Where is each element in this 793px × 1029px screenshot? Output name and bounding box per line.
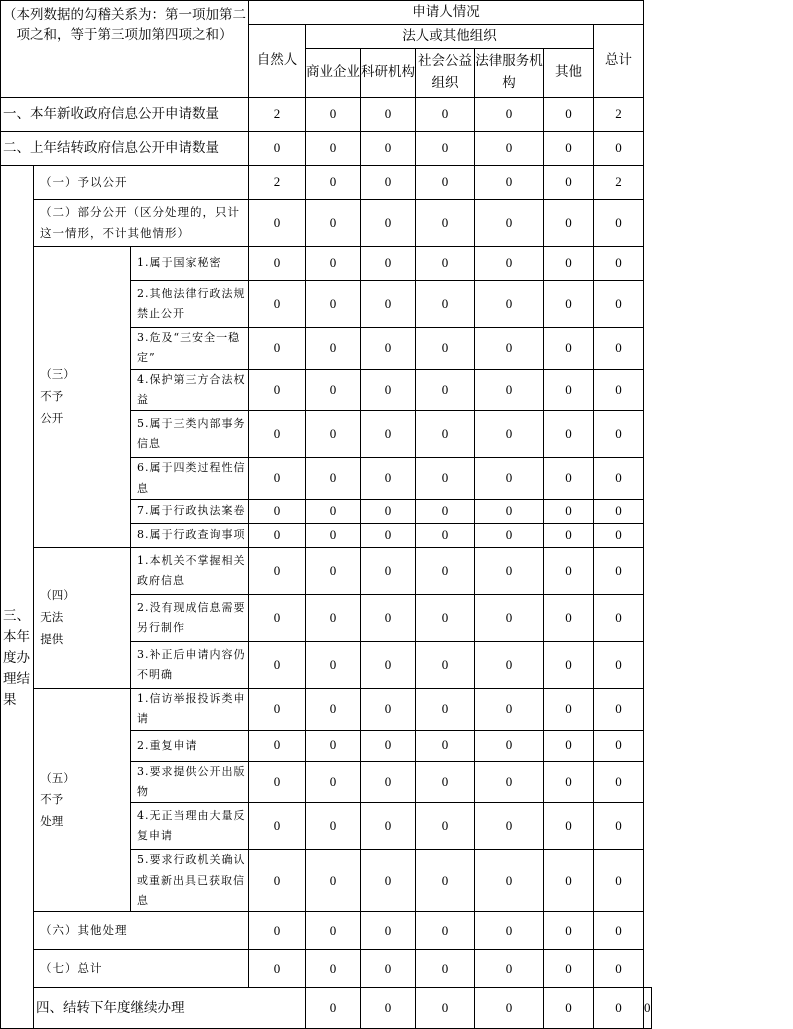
cell-value: 0: [416, 458, 475, 500]
cell-value: 0: [306, 328, 361, 370]
cell-value: 0: [306, 850, 361, 912]
cell-value: 0: [594, 803, 644, 850]
cell-value: 0: [594, 247, 644, 281]
cell-value: 0: [249, 761, 306, 803]
group-label-text: （五）不予处理: [40, 770, 69, 829]
row-label: 6.属于四类过程性信息: [131, 458, 249, 500]
cell-value: 0: [249, 524, 306, 548]
cell-value: 0: [306, 411, 361, 458]
cell-value: 0: [475, 281, 544, 328]
cell-value: 0: [361, 247, 416, 281]
row-label: 3.要求提供公开出版物: [131, 761, 249, 803]
cell-value: 0: [416, 166, 475, 200]
cell-value: 0: [416, 595, 475, 642]
cell-value: 0: [361, 328, 416, 370]
cell-value: 0: [475, 411, 544, 458]
cell-value: 0: [416, 988, 475, 1029]
cell-value: 0: [361, 524, 416, 548]
cell-value: 0: [594, 200, 644, 247]
row-label: 2.重复申请: [131, 730, 249, 761]
cell-value: 0: [306, 642, 361, 689]
cell-value: 0: [306, 950, 361, 988]
cell-value: 0: [306, 595, 361, 642]
cell-value: 0: [544, 761, 594, 803]
cell-value: 0: [361, 689, 416, 731]
cell-value: 0: [416, 730, 475, 761]
group-label-text: （四）无法提供: [40, 588, 69, 646]
cell-value: 0: [361, 281, 416, 328]
cell-value: 0: [475, 369, 544, 411]
cell-value: 2: [249, 166, 306, 200]
table-row: [1, 247, 652, 281]
cell-value: 0: [416, 912, 475, 950]
cell-value: 2: [249, 98, 306, 132]
cell-value: 0: [475, 524, 544, 548]
group-spacer: [79, 247, 131, 548]
cell-value: 0: [306, 988, 361, 1029]
row-label: 2.没有现成信息需要另行制作: [131, 595, 249, 642]
cell-value: 0: [306, 166, 361, 200]
header-social: 社会公益组织: [416, 49, 475, 98]
cell-value: 0: [544, 730, 594, 761]
row-label: 5.要求行政机关确认或重新出具已获取信息: [131, 850, 249, 912]
cell-value: 0: [249, 458, 306, 500]
cell-value: 0: [544, 98, 594, 132]
cell-value: 0: [544, 411, 594, 458]
cell-value: 0: [361, 369, 416, 411]
cell-value: 0: [361, 98, 416, 132]
cell-value: 0: [249, 369, 306, 411]
cell-value: 0: [361, 458, 416, 500]
cell-value: 0: [475, 912, 544, 950]
cell-value: 0: [416, 328, 475, 370]
cell-value: 0: [594, 328, 644, 370]
cell-value: 0: [544, 500, 594, 524]
row-label: （一）予以公开: [34, 166, 249, 200]
cell-value: 0: [544, 132, 594, 166]
header-total: 总计: [594, 25, 644, 98]
cell-value: 0: [475, 988, 544, 1029]
cell-value: 0: [594, 730, 644, 761]
cell-value: 0: [416, 281, 475, 328]
table-row: [1, 548, 652, 595]
cell-value: 0: [306, 200, 361, 247]
cell-value: 0: [361, 912, 416, 950]
cell-value: 0: [361, 730, 416, 761]
cell-value: 0: [544, 369, 594, 411]
cell-value: 0: [475, 761, 544, 803]
cell-value: 0: [306, 912, 361, 950]
header-business: 商业企业: [306, 49, 361, 98]
row-label: （七）总计: [34, 950, 249, 988]
cell-value: 0: [644, 988, 652, 1029]
cell-value: 0: [594, 988, 644, 1029]
table-row: [1, 689, 652, 731]
cell-value: 0: [544, 458, 594, 500]
group-spacer: [79, 548, 131, 689]
cell-value: 0: [594, 132, 644, 166]
cell-value: 0: [361, 411, 416, 458]
header-note: （本列数据的勾稽关系为：第一项加第二项之和，等于第三项加第四项之和）: [1, 1, 249, 98]
cell-value: 0: [361, 595, 416, 642]
cell-value: 0: [361, 642, 416, 689]
cell-value: 0: [594, 761, 644, 803]
cell-value: 0: [249, 595, 306, 642]
cell-value: 0: [361, 761, 416, 803]
cell-value: 0: [249, 689, 306, 731]
row-label: 4.无正当理由大量反复申请: [131, 803, 249, 850]
cell-value: 0: [594, 912, 644, 950]
cell-value: 0: [361, 803, 416, 850]
cell-value: 0: [475, 328, 544, 370]
cell-value: 0: [594, 369, 644, 411]
cell-value: 0: [544, 166, 594, 200]
cell-value: 0: [475, 689, 544, 731]
cell-value: 0: [416, 247, 475, 281]
row-label: 3.补正后申请内容仍不明确: [131, 642, 249, 689]
cell-value: 0: [306, 458, 361, 500]
cell-value: 0: [306, 247, 361, 281]
cell-value: 0: [594, 689, 644, 731]
table-row: [1, 988, 652, 1029]
cell-value: 0: [475, 458, 544, 500]
cell-value: 0: [249, 730, 306, 761]
cell-value: 0: [361, 166, 416, 200]
header-natural-person: 自然人: [249, 25, 306, 98]
cell-value: 0: [544, 328, 594, 370]
cell-value: 0: [249, 411, 306, 458]
cell-value: 0: [306, 132, 361, 166]
row-label: 3.危及“三安全一稳定”: [131, 328, 249, 370]
cell-value: 0: [249, 950, 306, 988]
cell-value: 0: [361, 200, 416, 247]
cell-value: 0: [594, 642, 644, 689]
cell-value: 0: [249, 247, 306, 281]
cell-value: 0: [475, 247, 544, 281]
cell-value: 0: [475, 98, 544, 132]
cell-value: 0: [475, 642, 544, 689]
cell-value: 0: [475, 950, 544, 988]
cell-value: 0: [544, 247, 594, 281]
cell-value: 0: [306, 689, 361, 731]
row-label: （二）部分公开（区分处理的，只计这一情形，不计其他情形）: [34, 200, 249, 247]
cell-value: 0: [361, 500, 416, 524]
row-label: 1.属于国家秘密: [131, 247, 249, 281]
group-label-g5: [34, 689, 79, 912]
row-label: 1.信访举报投诉类申请: [131, 689, 249, 731]
cell-value: 0: [544, 200, 594, 247]
row-label: 7.属于行政执法案卷: [131, 500, 249, 524]
table-row: [1, 166, 652, 200]
table-row: [1, 200, 652, 247]
cell-value: 0: [475, 850, 544, 912]
cell-value: 0: [475, 132, 544, 166]
row-label: 4.保护第三方合法权益: [131, 369, 249, 411]
cell-value: 0: [306, 524, 361, 548]
cell-value: 0: [249, 803, 306, 850]
cell-value: 0: [544, 850, 594, 912]
cell-value: 0: [544, 524, 594, 548]
header-other: 其他: [544, 49, 594, 98]
cell-value: 0: [475, 500, 544, 524]
cell-value: 0: [416, 369, 475, 411]
cell-value: 0: [361, 850, 416, 912]
cell-value: 0: [416, 761, 475, 803]
cell-value: 0: [416, 950, 475, 988]
header-applicant: 申请人情况: [249, 1, 644, 25]
row-label: 一、本年新收政府信息公开申请数量: [1, 98, 249, 132]
group-spacer: [79, 689, 131, 912]
row-label: 5.属于三类内部事务信息: [131, 411, 249, 458]
table-row: [1, 132, 652, 166]
cell-value: 0: [249, 500, 306, 524]
cell-value: 0: [416, 689, 475, 731]
cell-value: 0: [361, 132, 416, 166]
cell-value: 0: [544, 689, 594, 731]
cell-value: 0: [249, 328, 306, 370]
cell-value: 0: [544, 595, 594, 642]
cell-value: 0: [306, 730, 361, 761]
cell-value: 0: [306, 500, 361, 524]
cell-value: 0: [416, 98, 475, 132]
cell-value: 0: [544, 642, 594, 689]
cell-value: 0: [361, 548, 416, 595]
cell-value: 0: [306, 761, 361, 803]
cell-value: 0: [594, 281, 644, 328]
cell-value: 0: [594, 524, 644, 548]
cell-value: 0: [594, 411, 644, 458]
header-research: 科研机构: [361, 49, 416, 98]
row-label: 2.其他法律行政法规禁止公开: [131, 281, 249, 328]
cell-value: 0: [475, 548, 544, 595]
cell-value: 0: [249, 132, 306, 166]
cell-value: 0: [594, 548, 644, 595]
cell-value: 0: [249, 642, 306, 689]
table-row: [1, 950, 652, 988]
cell-value: 0: [361, 950, 416, 988]
cell-value: 0: [249, 281, 306, 328]
cell-value: 0: [475, 803, 544, 850]
header-row-1: [1, 1, 652, 25]
cell-value: 0: [594, 500, 644, 524]
cell-value: 0: [475, 166, 544, 200]
group-label-g3: [34, 247, 79, 548]
cell-value: 0: [594, 950, 644, 988]
cell-value: 0: [416, 642, 475, 689]
group-label-g4: [34, 548, 79, 689]
cell-value: 0: [416, 803, 475, 850]
cell-value: 0: [475, 595, 544, 642]
cell-value: 0: [306, 548, 361, 595]
cell-value: 0: [544, 548, 594, 595]
cell-value: 0: [306, 98, 361, 132]
cell-value: 0: [544, 950, 594, 988]
cell-value: 0: [249, 912, 306, 950]
cell-value: 0: [416, 200, 475, 247]
row-label: 二、上年结转政府信息公开申请数量: [1, 132, 249, 166]
row-label: 1.本机关不掌握相关政府信息: [131, 548, 249, 595]
cell-value: 0: [416, 500, 475, 524]
cell-value: 0: [594, 458, 644, 500]
cell-value: 0: [249, 548, 306, 595]
cell-value: 0: [249, 200, 306, 247]
group-label-text: （三）不予公开: [40, 367, 69, 425]
row-label: （六）其他处理: [34, 912, 249, 950]
cell-value: 0: [306, 281, 361, 328]
header-legal-group: 法人或其他组织: [306, 25, 594, 49]
cell-value: 0: [306, 369, 361, 411]
cell-value: 0: [475, 730, 544, 761]
cell-value: 0: [416, 850, 475, 912]
cell-value: 0: [544, 803, 594, 850]
cell-value: 2: [594, 98, 644, 132]
row-label: 四、结转下年度继续办理: [34, 988, 306, 1029]
cell-value: 2: [594, 166, 644, 200]
cell-value: 0: [544, 912, 594, 950]
cell-value: 0: [594, 850, 644, 912]
cell-value: 0: [249, 850, 306, 912]
header-legal-service: 法律服务机构: [475, 49, 544, 98]
section3-label: 三、本年度办理结果: [1, 166, 34, 1029]
cell-value: 0: [475, 200, 544, 247]
cell-value: 0: [544, 281, 594, 328]
cell-value: 0: [416, 411, 475, 458]
table-row: [1, 912, 652, 950]
cell-value: 0: [361, 988, 416, 1029]
cell-value: 0: [416, 132, 475, 166]
cell-value: 0: [544, 988, 594, 1029]
cell-value: 0: [306, 803, 361, 850]
cell-value: 0: [594, 595, 644, 642]
table-row: [1, 98, 652, 132]
cell-value: 0: [416, 548, 475, 595]
row-label: 8.属于行政查询事项: [131, 524, 249, 548]
cell-value: 0: [416, 524, 475, 548]
